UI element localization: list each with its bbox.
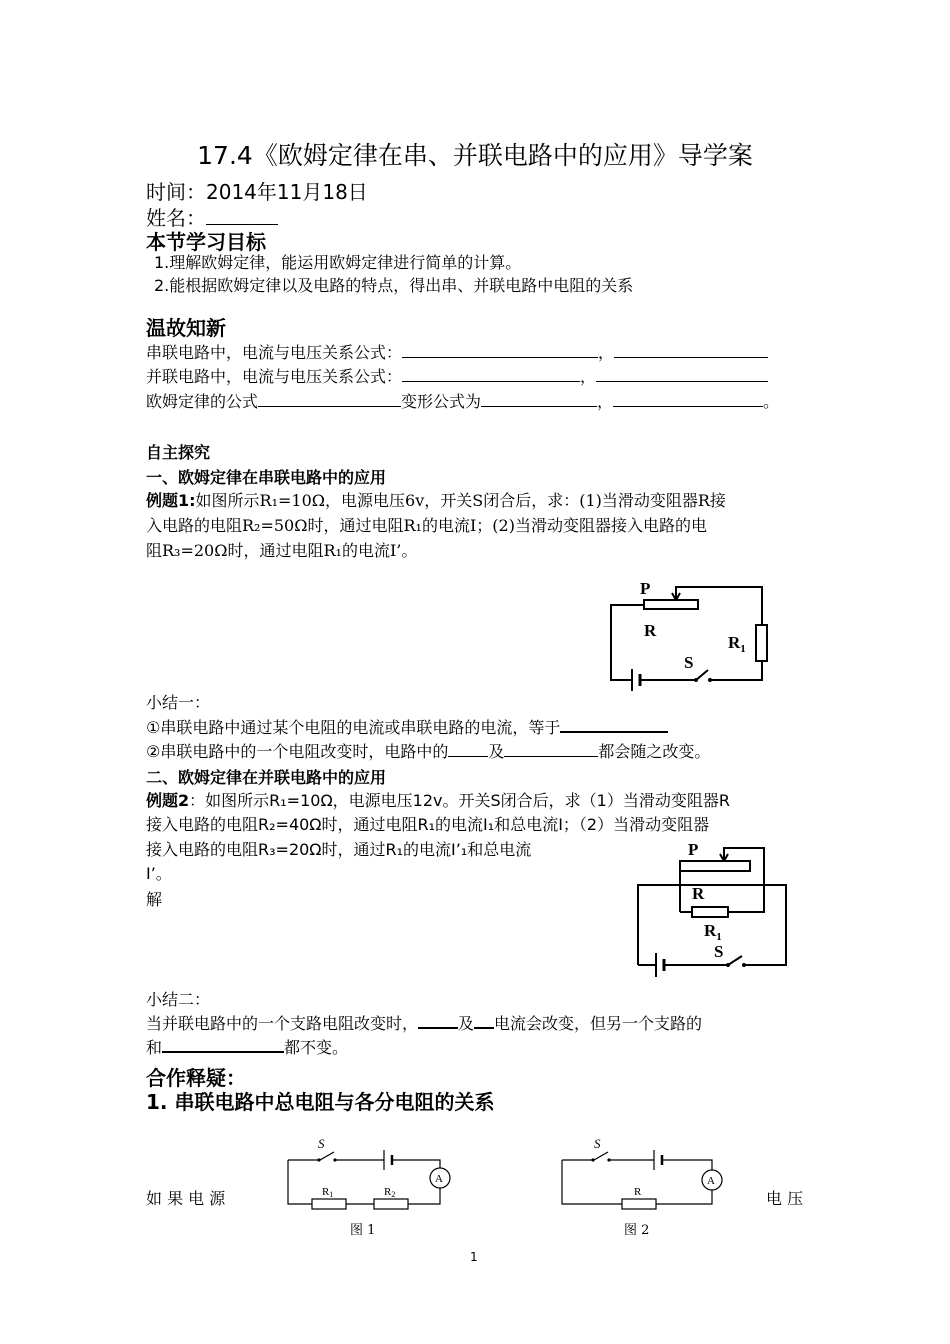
switch-blade [594,1152,608,1160]
answer-blank[interactable] [560,716,668,733]
example2-text: ：如图所示R₁=10Ω，电源电压12v。开关S闭合后，求（1）当滑动变阻器R [189,791,730,810]
series-circuit-diagram [600,574,780,694]
label-r: R [692,884,705,903]
label-r1: R1 [322,1186,334,1199]
summary1-b-end: 都会随之改变。 [598,742,711,761]
label-s: S [318,1136,325,1151]
example1-text: 如图所示R₁=10Ω，电源电压6v，开关S闭合后，求：(1)当滑动变阻器R接 [195,491,726,510]
label-s: S [594,1136,601,1151]
comma: ， [580,367,597,386]
switch-contact [317,1158,320,1161]
name-blank[interactable] [206,209,278,225]
summary1-heading: 小结一： [146,693,211,712]
figure-2-caption: 图 2 [624,1223,650,1238]
review-series-text: 串联电路中，电流与电压关系公式： [146,343,403,362]
time-line: 时间：2014年11月18日 [146,180,368,204]
summary2-heading: 小结二： [146,990,211,1009]
switch-contact [607,1158,610,1161]
answer-blank[interactable] [596,366,768,382]
wire-r1-right [728,885,764,912]
period: 。 [763,392,780,411]
summary1-a-text: ①串联电路中通过某个电阻的电流或串联电路的电流，等于 [146,718,561,737]
goal-item-2: 2.能根据欧姆定律以及电路的特点，得出串、并联电路中电阻的关系 [154,276,634,295]
answer-blank[interactable] [504,741,598,757]
answer-blank[interactable] [258,391,401,407]
section2-heading: 二、欧姆定律在并联电路中的应用 [146,768,387,787]
answer-blank[interactable] [418,1012,458,1029]
switch-contact [742,963,746,967]
summary2-text-end: 电流会改变，但另一个支路的 [494,1014,703,1033]
example2-line3: 接入电路的电阻R₃=20Ω时，通过R₁的电流I’₁和总电流 [146,840,532,859]
wire-left [611,605,644,680]
example2-solve: 解 [146,890,163,909]
figure-1-caption: 图 1 [350,1223,376,1238]
resistor-r2 [374,1199,408,1209]
review-parallel-line [146,365,768,389]
example2-line1 [146,789,730,813]
resistor-r1 [756,625,767,661]
wire-top-left [288,1160,312,1204]
summary2-and-prefix: 和 [146,1038,163,1057]
comma: ， [597,392,614,411]
review-parallel-text: 并联电路中，电流与电压关系公式： [146,367,403,386]
switch-blade [696,670,708,680]
wire-ammeter-bottom [656,1190,712,1204]
cooperate-heading: 合作释疑： [146,1066,246,1090]
review-series-line [146,341,768,365]
answer-blank[interactable] [614,342,768,358]
label-r: R [634,1186,642,1198]
label-s: S [714,942,724,961]
switch-blade [728,956,742,965]
page-title: 17.4《欧姆定律在串、并联电路中的应用》导学案 [197,141,753,170]
explore-heading: 自主探究 [146,443,211,462]
wire-left [562,1160,622,1204]
wire-ammeter-bottom [408,1188,440,1204]
figure-1-circuit [284,1134,464,1244]
summary2-line1 [146,1012,702,1036]
page-number: 1 [470,1250,478,1264]
switch-contact [333,1158,336,1161]
bottom-text-left: 如 果 电 源 [146,1189,226,1208]
name-label: 姓名： [146,206,206,230]
review-ohm-line [146,390,779,414]
ammeter-label: A [435,1173,443,1185]
switch-contact [726,963,730,967]
summary2-end: 都不变。 [284,1038,349,1057]
switch-contact [694,678,698,682]
example1-label: 例题1: [146,491,196,510]
goal-item-1: 1.理解欧姆定律，能运用欧姆定律进行简单的计算。 [154,253,522,272]
example2-label: 例题2 [146,791,190,810]
summary2-and: 及 [458,1014,475,1033]
resistor-r [622,1199,656,1209]
summary1-b-and: 及 [488,742,505,761]
label-r2: R2 [384,1186,396,1199]
answer-blank[interactable] [613,391,763,407]
section1-heading: 一、欧姆定律在串联电路中的应用 [146,468,387,487]
review-heading: 温故知新 [146,316,226,340]
switch-blade [320,1152,334,1160]
example1-line3: 阻R₃=20Ω时，通过电阻R₁的电流I’。 [146,541,418,560]
summary1-b-text: ②串联电路中的一个电阻改变时，电路中的 [146,742,449,761]
example2-line4: I’。 [146,864,172,883]
label-s: S [684,653,694,672]
summary2-line2 [146,1036,348,1060]
wire-to-ammeter [392,1160,440,1168]
answer-blank[interactable] [474,1012,494,1029]
label-r1: $R_1$ [728,633,746,655]
rheostat [644,600,698,609]
example2-line2: 接入电路的电阻R₂=40Ω时，通过电阻R₁的电流I₁和总电流I；（2）当滑动变阻器 [146,815,710,834]
label-p: P [688,840,699,859]
review-ohm-transform: 变形公式为 [401,392,482,411]
review-ohm-text: 欧姆定律的公式 [146,392,259,411]
label-p: P [640,579,651,598]
wire-right [710,661,762,680]
example1-line2: 入电路的电阻R₂=50Ω时，通过电阻R₁的电流I；(2)当滑动变阻器接入电路的电 [146,516,707,535]
answer-blank[interactable] [481,391,597,407]
label-r1: $R_1$ [704,921,722,943]
answer-blank[interactable] [402,366,580,382]
cooperate-item-1: 1. 串联电路中总电阻与各分电阻的关系 [146,1090,495,1114]
example1-line1 [146,489,726,513]
bottom-text-right: 电 压 [766,1189,804,1208]
figure-2-circuit [558,1134,738,1244]
summary1-item-b [146,740,710,764]
wire-to-ammeter [662,1160,712,1170]
label-r: R [644,621,657,640]
answer-blank[interactable] [448,741,488,757]
summary1-item-a [146,716,668,740]
goals-heading: 本节学习目标 [146,230,266,254]
answer-blank[interactable] [162,1036,284,1053]
answer-blank[interactable] [402,342,598,358]
rheostat [680,861,750,871]
summary2-text: 当并联电路中的一个支路电阻改变时， [146,1014,419,1033]
comma: ， [598,343,615,362]
switch-contact [708,678,712,682]
ammeter-label: A [707,1175,715,1187]
switch-contact [591,1158,594,1161]
resistor-r1 [692,907,728,917]
resistor-r1 [312,1199,346,1209]
parallel-circuit-diagram [628,836,798,980]
